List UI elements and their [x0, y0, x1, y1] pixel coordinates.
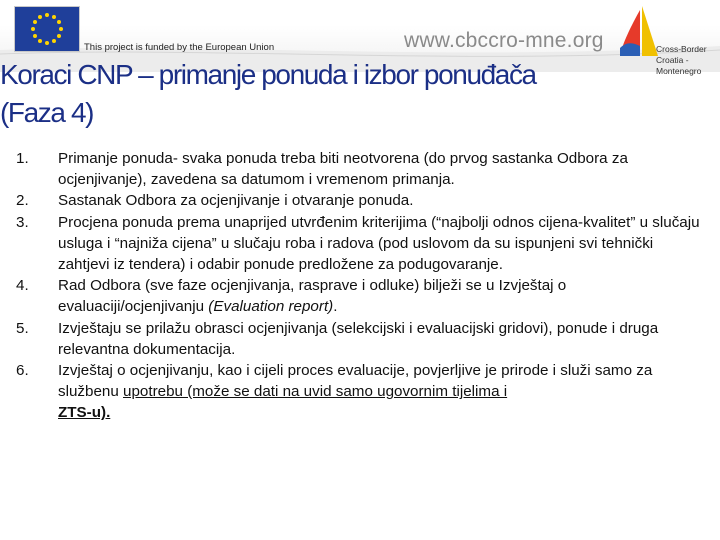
list-item-text: Izvještaj o ocjenjivanju, kao i cijeli proces evaluacije, povjerljive je prirode i služi samo za službenu: [58, 362, 653, 401]
list-item-number: 1.: [16, 150, 29, 167]
list-item-text: Sastanak Odbora za ocjenjivanje i otvaranje ponuda.: [58, 192, 414, 210]
list-item-number: 2.: [16, 192, 29, 210]
page-title-line1: Koraci CNP – primanje ponuda i izbor ponuđača: [0, 59, 536, 90]
list-item-number: 6.: [16, 362, 29, 380]
site-url[interactable]: www.cbccro-mne.org: [404, 29, 604, 52]
list-item-number: 4.: [16, 277, 29, 295]
list-item-italic-text: (Evaluation report): [208, 298, 334, 316]
list-item-text: Izvještaju se prilažu obrasci ocjenjivanja (selekcijski i evaluacijski gridovi), ponude i druga relevantna dokumentacija.: [58, 319, 659, 358]
list-item-text: Procjena ponuda prema unaprijed utvrđenim kriterijima (“najbolji odnos cijena-kvalitet” u slučaju usluga i “najniža cijena” u slučaju roba i radova (pod uslovom da su ispunjeni svi tehnički zahtjevi iz tendera) i odabir ponude predložene za podugovaranje.: [58, 213, 700, 274]
cbc-logo-icon: [612, 4, 662, 64]
page-title-line2: (Faza 4): [0, 97, 94, 128]
eu-caption: This project is funded by the European Union: [84, 42, 275, 53]
steps-list: [16, 148, 706, 424]
page-title: [0, 56, 700, 132]
list-item: [16, 212, 706, 276]
list-item-text: Primanje ponuda- svaka ponuda treba biti neotvorena (do prvog sastanka Odbora za ocjenjivanje), zavedena sa datumom i vremenom primanja.: [58, 150, 628, 189]
list-item-underlined-text: upotrebu (može se dati na uvid samo ugovornim tijelima i: [123, 383, 508, 401]
list-item-underlined-bold-text: ZTS-u).: [58, 404, 111, 422]
eu-flag-icon: [14, 6, 80, 52]
list-item: [16, 190, 706, 211]
cbc-caption-line2: Croatia - Montenegro: [656, 55, 702, 76]
cbc-caption-line1: Cross-Border: [656, 44, 707, 54]
list-item: [16, 275, 706, 317]
list-item-text: Rad Odbora (sve faze ocjenjivanja, rasprave i odluke) bilježi se u Izvještaj o evaluaciji/ocjenjivanju: [58, 277, 567, 316]
list-item-text-end: .: [333, 298, 338, 316]
list-item-number: 3.: [16, 213, 29, 231]
list-item: [16, 360, 706, 424]
list-item-number: 5.: [16, 319, 29, 337]
list-item: [16, 148, 706, 190]
list-item: [16, 318, 706, 360]
